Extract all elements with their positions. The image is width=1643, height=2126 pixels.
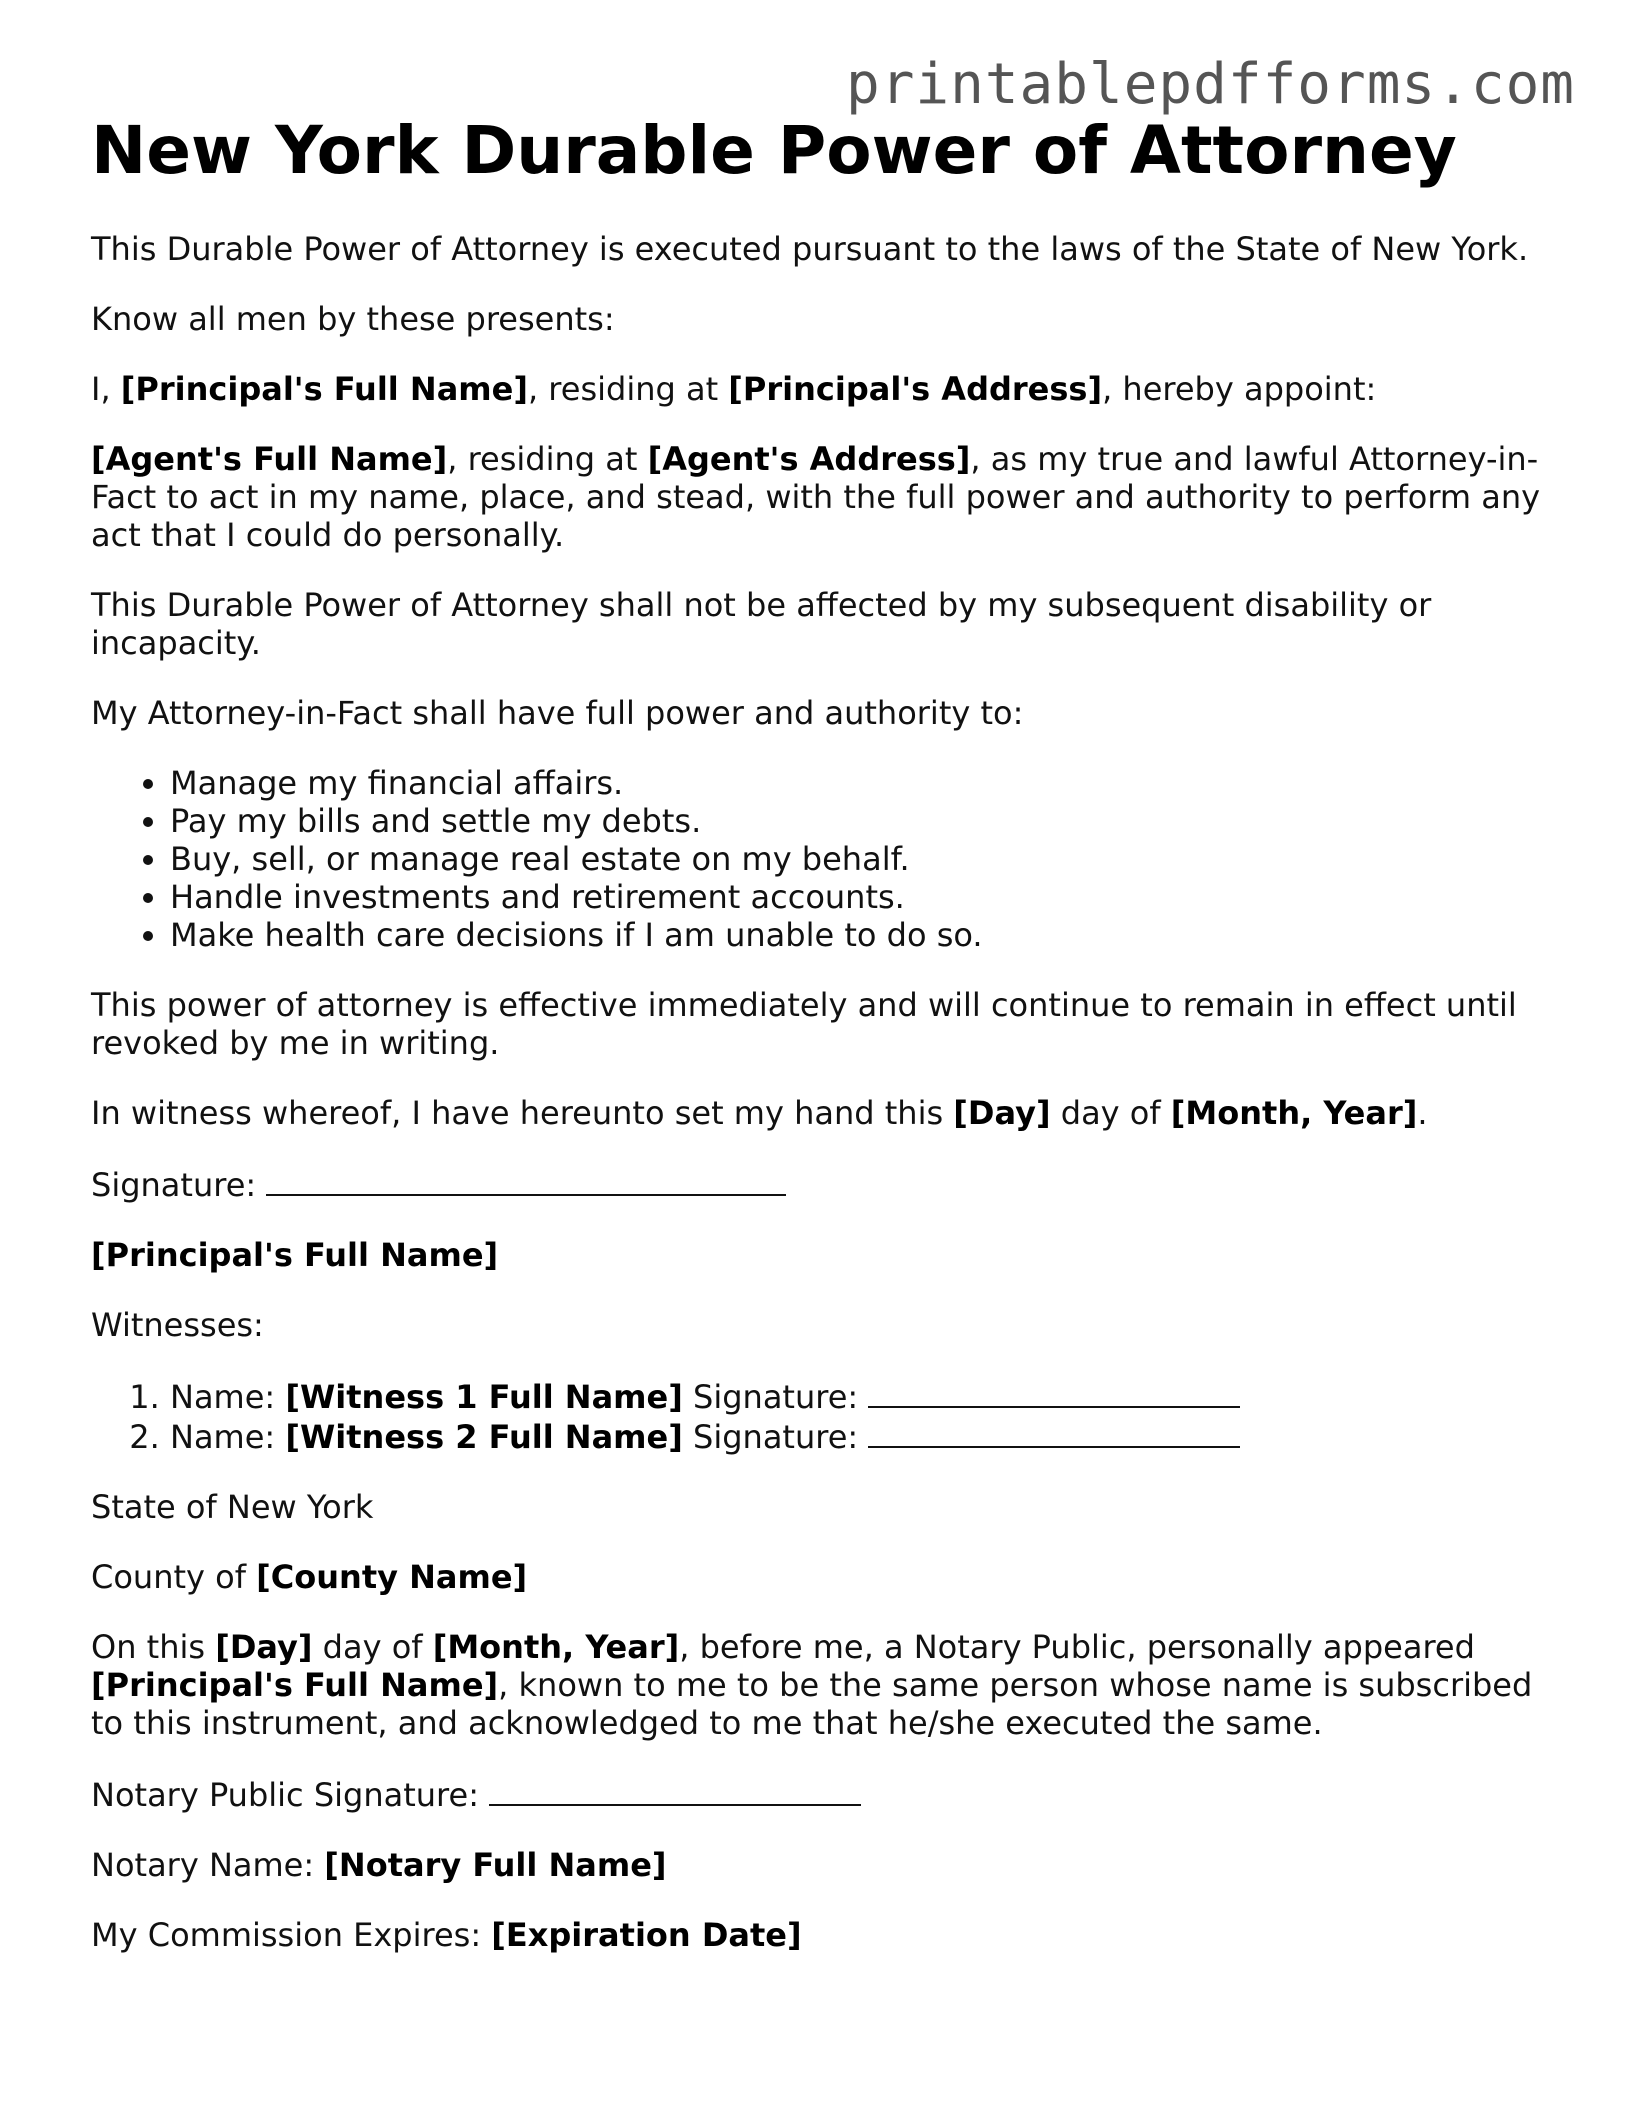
witness-1-name-placeholder: [Witness 1 Full Name] — [285, 1378, 683, 1416]
witnesses-list — [91, 1376, 1561, 1456]
agent-mid: , residing at — [447, 440, 648, 478]
powers-intro: My Attorney-in-Fact shall have full power and authority to: — [91, 694, 1024, 732]
principal-name-placeholder: [Principal's Full Name] — [91, 1236, 499, 1274]
appoint-suffix: , hereby appoint: — [1102, 370, 1377, 408]
witness-clause-mid: day of — [1050, 1094, 1171, 1132]
witness-clause-suffix: . — [1417, 1094, 1428, 1132]
notary-clause-paragraph — [91, 1628, 1561, 1742]
agent-suffix: , as my true and lawful Attorney-in-Fact to act in my name, place, and stead, with the full power and authority to perform any act that I could do personally. — [91, 440, 1541, 554]
agent-name-placeholder: [Agent's Full Name] — [91, 440, 448, 478]
appointment-paragraph — [91, 370, 1561, 408]
list-item: • Buy, sell, or manage real estate on my behalf. — [170, 840, 1561, 878]
notary-clause-prefix: On this — [91, 1628, 216, 1666]
appoint-prefix: I, — [91, 370, 121, 408]
county-prefix: County of — [91, 1558, 257, 1596]
notary-signature-label: Notary Public Signature: — [91, 1776, 490, 1814]
durability-paragraph: This Durable Power of Attorney shall not be affected by my subsequent disability or incapacity. — [91, 586, 1432, 662]
witness-2-name-placeholder: [Witness 2 Full Name] — [285, 1418, 683, 1456]
notary-clause-mid1: day of — [312, 1628, 433, 1666]
principal-name-placeholder: [Principal's Full Name] — [120, 370, 528, 408]
notary-name-row — [91, 1846, 1561, 1884]
list-item: • Handle investments and retirement accounts. — [170, 878, 1561, 916]
day-placeholder: [Day] — [953, 1094, 1051, 1132]
watermark-logo: printablepdfforms.com — [845, 52, 1575, 117]
witness-row — [170, 1416, 1561, 1456]
agent-paragraph — [91, 440, 1561, 554]
witness-2-signature-line[interactable] — [868, 1416, 1240, 1448]
witness-name-label: Name: — [170, 1378, 286, 1416]
county-name-placeholder: [County Name] — [256, 1558, 528, 1596]
list-item: • Make health care decisions if I am unable to do so. — [170, 916, 1561, 954]
list-item: • Pay my bills and settle my debts. — [170, 802, 1561, 840]
document-page — [91, 110, 1561, 1986]
witnesses-label: Witnesses: — [91, 1306, 264, 1344]
notary-name-label: Notary Name: — [91, 1846, 325, 1884]
commission-row — [91, 1916, 1561, 1954]
principal-name-placeholder: [Principal's Full Name] — [91, 1666, 499, 1704]
witness-clause-prefix: In witness whereof, I have hereunto set my hand this — [91, 1094, 954, 1132]
intro-paragraph: This Durable Power of Attorney is executed pursuant to the laws of the State of New York. — [91, 230, 1529, 268]
notary-clause-mid2: , before me, a Notary Public, personally appeared — [679, 1628, 1475, 1666]
notary-clause-suffix: , known to me to be the same person whose name is subscribed to this instrument, and acknowledged to me that he/she executed the same. — [91, 1666, 1533, 1742]
witness-1-signature-line[interactable] — [868, 1376, 1240, 1408]
know-all-paragraph: Know all men by these presents: — [91, 300, 615, 338]
witness-clause-paragraph — [91, 1094, 1561, 1132]
month-year-placeholder: [Month, Year] — [432, 1628, 680, 1666]
principal-signature-line[interactable] — [266, 1164, 786, 1196]
signature-line-row — [91, 1164, 1561, 1204]
effective-paragraph: This power of attorney is effective immediately and will continue to remain in effect until revoked by me in writing. — [91, 986, 1517, 1062]
notary-signature-row — [91, 1774, 1561, 1814]
day-placeholder: [Day] — [215, 1628, 313, 1666]
notary-signature-line[interactable] — [489, 1774, 861, 1806]
expiration-date-placeholder: [Expiration Date] — [491, 1916, 802, 1954]
county-line — [91, 1558, 1561, 1596]
month-year-placeholder: [Month, Year] — [1170, 1094, 1418, 1132]
witness-signature-label: Signature: — [682, 1378, 869, 1416]
agent-address-placeholder: [Agent's Address] — [647, 440, 971, 478]
state-line: State of New York — [91, 1488, 374, 1526]
witness-row — [170, 1376, 1561, 1416]
witness-name-label: Name: — [170, 1418, 286, 1456]
document-title: New York Durable Power of Attorney — [91, 112, 1457, 189]
signature-label: Signature: — [91, 1166, 267, 1204]
principal-name-block — [91, 1236, 1561, 1274]
list-item: • Manage my financial affairs. — [170, 764, 1561, 802]
appoint-mid: , residing at — [527, 370, 729, 408]
powers-list — [91, 764, 1561, 954]
principal-address-placeholder: [Principal's Address] — [728, 370, 1103, 408]
commission-label: My Commission Expires: — [91, 1916, 492, 1954]
notary-name-placeholder: [Notary Full Name] — [324, 1846, 667, 1884]
witness-signature-label: Signature: — [682, 1418, 869, 1456]
